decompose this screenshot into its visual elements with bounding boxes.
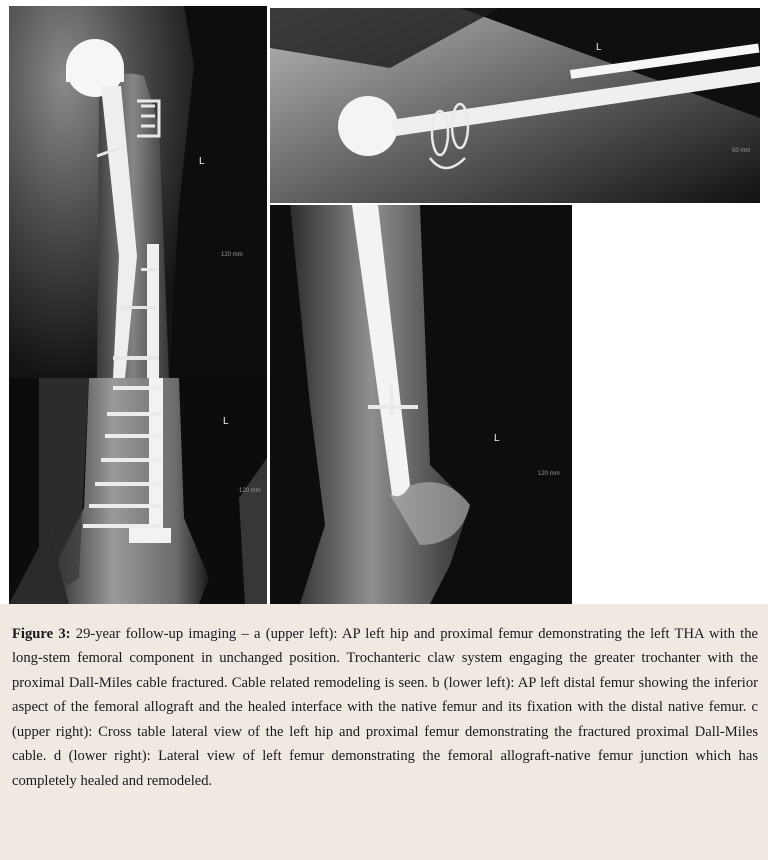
figure-caption — [12, 622, 758, 794]
xray-distal-femur-ap-image — [9, 378, 267, 604]
scale-label-c: 50 mm — [732, 148, 751, 154]
side-marker-c: L — [596, 42, 602, 53]
xray-hip-ap-image — [9, 6, 267, 378]
figure-caption-text: 29-year follow-up imaging – a (upper left): AP left hip and proximal femur demonstrating the left THA with the long-stem femoral component in unchanged position. Trochanteric claw system engaging the greater trochanter with the proximal Dall-Miles cable fractured. Cable related remodeling is seen. b (lower left): AP left distal femur showing the inferior aspect of the femoral allograft and the healed interface with the native femur and its fixation with the distal native femur. c (upper right): Cross table lateral view of the left hip and proximal femur demonstrating the fractured proximal Dall-Miles cable. d (lower right): Lateral view of left femur demonstrating the femoral allograft-native femur junction which has completely healed and remodeled. — [12, 625, 758, 789]
xray-femur-lateral-image — [270, 205, 572, 604]
side-marker-d: L — [494, 433, 500, 444]
xray-hip-lateral-image — [270, 8, 760, 203]
xray-panel-b — [9, 378, 267, 604]
scale-label-b: 120 mm — [239, 488, 261, 494]
figure-caption-label: Figure 3: — [12, 625, 71, 642]
scale-label-d: 120 mm — [538, 471, 560, 477]
side-marker-b: L — [223, 416, 229, 427]
scale-label-a: 120 mm — [221, 252, 243, 258]
side-marker-a: L — [199, 156, 205, 167]
xray-panel-c — [270, 8, 760, 203]
xray-panel-a — [9, 6, 267, 378]
xray-panel-d — [270, 205, 572, 604]
